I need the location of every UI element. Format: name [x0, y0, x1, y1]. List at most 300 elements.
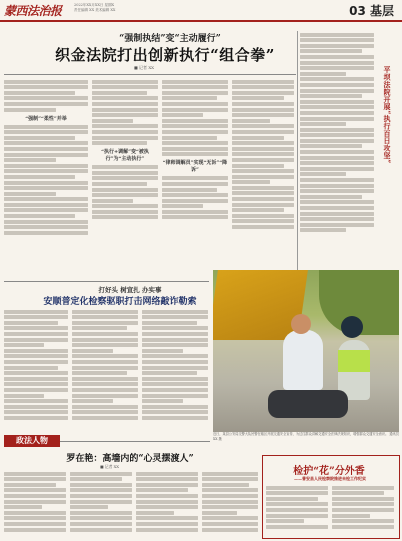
- story2-headline: 安顺普定化检察驱职打击网络敲诈勒索: [43, 297, 197, 307]
- text-line: [142, 321, 197, 325]
- text-line: [300, 55, 374, 59]
- lead-column-4: [232, 78, 294, 268]
- text-line: [232, 225, 294, 229]
- text-line: [142, 388, 208, 392]
- text-line: [202, 472, 258, 476]
- text-line: [142, 399, 183, 403]
- text-line: [162, 210, 228, 214]
- text-line: [72, 388, 138, 392]
- text-line: [4, 169, 88, 173]
- text-line: [162, 147, 228, 151]
- text-line: [300, 83, 374, 87]
- boxed-story-headline: 检护“花”分外香: [293, 466, 365, 477]
- text-line: [202, 511, 237, 515]
- text-line: [4, 203, 88, 207]
- text-line: [4, 371, 68, 375]
- text-line: [70, 516, 132, 520]
- text-line: [70, 472, 132, 476]
- text-line: [4, 102, 88, 106]
- text-line: [70, 511, 132, 515]
- newspaper-logo: 蒙西法治报: [4, 4, 62, 18]
- text-line: [4, 528, 66, 532]
- text-line: [136, 522, 198, 526]
- text-line: [4, 225, 88, 229]
- text-line: [136, 483, 198, 487]
- text-line: [232, 80, 294, 84]
- text-line: [136, 516, 198, 520]
- text-line: [266, 519, 304, 523]
- text-line: [300, 94, 362, 98]
- text-line: [4, 500, 66, 504]
- text-line: [4, 175, 75, 179]
- text-line: [92, 171, 158, 175]
- text-line: [162, 152, 228, 156]
- text-line: [332, 514, 370, 518]
- text-line: [92, 188, 158, 192]
- issue-date: 2022年XX月XX日 星期X: [74, 3, 114, 7]
- text-line: [142, 416, 208, 420]
- story3-column-2: [70, 470, 132, 538]
- text-line: [142, 310, 208, 314]
- masthead: [0, 0, 402, 22]
- text-line: [232, 152, 294, 156]
- text-line: [72, 332, 138, 336]
- text-line: [4, 214, 75, 218]
- text-line: [232, 197, 294, 201]
- text-line: [92, 182, 147, 186]
- story2-column-1: [4, 308, 68, 430]
- text-line: [300, 66, 374, 70]
- text-line: [136, 511, 174, 515]
- text-line: [70, 488, 132, 492]
- text-line: [332, 525, 394, 529]
- text-line: [4, 399, 68, 403]
- text-line: [4, 326, 68, 330]
- text-line: [300, 178, 374, 182]
- text-line: [162, 119, 228, 123]
- text-line: [92, 215, 158, 219]
- text-line: [92, 210, 158, 214]
- page-number: [349, 2, 394, 19]
- text-line: [162, 193, 228, 197]
- text-line: [300, 189, 374, 193]
- text-line: [232, 203, 294, 207]
- text-line: [142, 360, 208, 364]
- text-line: [72, 315, 138, 319]
- lead-subhead: “强制”“柔性”并举: [25, 115, 67, 122]
- text-line: [142, 315, 208, 319]
- text-line: [142, 377, 208, 381]
- text-line: [162, 130, 228, 134]
- text-line: [232, 119, 270, 123]
- text-line: [162, 124, 228, 128]
- text-line: [232, 102, 294, 106]
- text-line: [92, 108, 158, 112]
- text-line: [70, 477, 122, 481]
- lead-subhead: “律师调解员”实现“无诉”“降诉”: [162, 160, 228, 174]
- text-line: [300, 167, 374, 171]
- text-line: [162, 91, 228, 95]
- text-line: [232, 158, 294, 162]
- text-line: [4, 416, 68, 420]
- text-line: [232, 96, 284, 100]
- story2-column-2: [72, 308, 138, 430]
- lead-headline: 织金法院打出创新执行“组合拳”: [55, 46, 275, 64]
- text-line: [92, 80, 158, 84]
- text-line: [266, 491, 328, 495]
- text-line: [4, 164, 88, 168]
- text-line: [300, 128, 374, 132]
- text-line: [92, 130, 158, 134]
- lead-kicker: “强制执结”变“主动履行”: [119, 34, 221, 44]
- text-line: [232, 141, 294, 145]
- story3-column-4: [202, 470, 258, 538]
- text-line: [202, 516, 258, 520]
- text-line: [300, 38, 374, 42]
- section-rule: [60, 441, 210, 442]
- text-line: [70, 500, 132, 504]
- boxed-story-subhead: ——普安县人民检察院推进未检工作纪实: [294, 476, 366, 481]
- text-line: [4, 141, 88, 145]
- text-line: [4, 505, 42, 509]
- boxed-story-column-1: [266, 484, 328, 534]
- section-tag: 政法人物: [4, 435, 60, 447]
- text-line: [300, 200, 374, 204]
- text-line: [202, 528, 258, 532]
- text-line: [232, 186, 294, 190]
- text-line: [72, 399, 113, 403]
- text-line: [72, 371, 127, 375]
- column-divider: [297, 31, 298, 281]
- text-line: [4, 360, 68, 364]
- text-line: [232, 113, 294, 117]
- text-line: [70, 505, 108, 509]
- text-line: [332, 508, 394, 512]
- text-line: [300, 105, 374, 109]
- text-line: [4, 343, 44, 347]
- text-line: [232, 136, 284, 140]
- text-line: [266, 486, 328, 490]
- text-line: [142, 410, 208, 414]
- text-line: [4, 231, 88, 235]
- text-line: [232, 147, 294, 151]
- text-line: [70, 494, 132, 498]
- text-line: [4, 310, 68, 314]
- text-line: [300, 72, 346, 76]
- text-line: [142, 343, 208, 347]
- text-line: [4, 377, 68, 381]
- text-line: [332, 519, 394, 523]
- text-line: [162, 108, 228, 112]
- text-line: [4, 91, 75, 95]
- text-line: [4, 197, 88, 201]
- text-line: [300, 217, 374, 221]
- text-line: [232, 180, 270, 184]
- text-line: [300, 111, 374, 115]
- photo-rider-head: [291, 314, 311, 334]
- lead-subhead: “执行+调解”变“被执行”为“主动执行”: [101, 149, 149, 163]
- story2-column-3: [142, 308, 208, 430]
- text-line: [300, 49, 362, 53]
- text-line: [4, 477, 66, 481]
- text-line: [202, 488, 258, 492]
- text-line: [4, 181, 88, 185]
- text-line: [232, 85, 294, 89]
- text-line: [300, 100, 374, 104]
- text-line: [92, 193, 158, 197]
- text-line: [232, 214, 294, 218]
- text-line: [232, 169, 294, 173]
- text-line: [92, 124, 158, 128]
- text-line: [92, 199, 133, 203]
- side-story-body: [300, 31, 374, 281]
- text-line: [136, 472, 198, 476]
- text-line: [266, 497, 318, 501]
- text-line: [300, 89, 374, 93]
- text-line: [232, 124, 294, 128]
- text-line: [92, 119, 133, 123]
- text-line: [300, 206, 374, 210]
- text-line: [300, 61, 374, 65]
- text-line: [202, 477, 258, 481]
- text-line: [300, 133, 374, 137]
- text-line: [72, 366, 138, 370]
- text-line: [92, 204, 158, 208]
- text-line: [162, 188, 217, 192]
- text-line: [232, 130, 294, 134]
- photo-officer-cap: [341, 316, 363, 338]
- text-line: [300, 228, 346, 232]
- text-line: [72, 405, 138, 409]
- text-line: [142, 338, 208, 342]
- text-line: [332, 491, 384, 495]
- text-line: [136, 528, 198, 532]
- text-line: [4, 511, 66, 515]
- text-line: [300, 195, 362, 199]
- photo-officer-vest: [338, 350, 370, 372]
- story2-rule: [4, 281, 209, 282]
- text-line: [162, 136, 217, 140]
- text-line: [4, 186, 88, 190]
- text-line: [4, 220, 88, 224]
- text-line: [4, 85, 88, 89]
- text-line: [4, 388, 68, 392]
- text-line: [72, 410, 138, 414]
- text-line: [4, 130, 88, 134]
- text-line: [92, 141, 147, 145]
- text-line: [4, 80, 88, 84]
- section-name: 基层: [369, 4, 394, 18]
- text-line: [232, 91, 294, 95]
- text-line: [300, 161, 374, 165]
- text-line: [300, 122, 346, 126]
- text-line: [136, 488, 188, 492]
- text-line: [162, 176, 228, 180]
- text-line: [4, 136, 75, 140]
- text-line: [4, 321, 58, 325]
- text-line: [4, 472, 66, 476]
- text-line: [4, 208, 88, 212]
- story2-kicker: 打好头 树宣扎 办实事: [98, 286, 162, 294]
- text-line: [162, 204, 203, 208]
- text-line: [72, 349, 113, 353]
- text-line: [136, 500, 198, 504]
- text-line: [4, 125, 88, 129]
- text-line: [92, 165, 158, 169]
- boxed-story-column-2: [332, 484, 394, 534]
- text-line: [4, 382, 68, 386]
- text-line: [4, 366, 58, 370]
- lead-column-2: [92, 78, 158, 268]
- text-line: [4, 488, 66, 492]
- text-line: [142, 371, 197, 375]
- text-line: [92, 102, 158, 106]
- photo-caption: 近日，某县公安局交警大队民警在辖区开展交通安全宣传，为过往群众讲解交通安全法律法规知识，增强群众交通安全意识。 通讯员 XX 摄: [213, 432, 399, 441]
- text-line: [142, 332, 208, 336]
- text-line: [300, 44, 374, 48]
- text-line: [92, 91, 147, 95]
- text-line: [162, 80, 228, 84]
- text-line: [300, 33, 374, 37]
- text-line: [4, 315, 68, 319]
- text-line: [136, 477, 198, 481]
- text-line: [72, 354, 138, 358]
- photo-motorbike: [268, 390, 348, 418]
- story3-column-3: [136, 470, 198, 538]
- text-line: [266, 508, 328, 512]
- text-line: [300, 172, 346, 176]
- issue-editors: 责任编辑 XX 美术编辑 XX: [74, 7, 116, 12]
- text-line: [4, 516, 66, 520]
- text-line: [300, 117, 374, 121]
- text-line: [4, 147, 88, 151]
- page-number-value: 03: [349, 4, 366, 18]
- text-line: [300, 212, 374, 216]
- text-line: [232, 108, 294, 112]
- text-line: [266, 525, 328, 529]
- text-line: [4, 494, 66, 498]
- text-line: [162, 215, 228, 219]
- lead-byline: ■ 记者 XX: [134, 65, 155, 70]
- photo-rider: [283, 330, 323, 390]
- text-line: [300, 77, 374, 81]
- text-line: [4, 405, 68, 409]
- story3-headline: 罗在艳：高墙内的“心灵摆渡人”: [66, 454, 194, 464]
- text-line: [72, 382, 138, 386]
- lead-column-1: [4, 78, 88, 268]
- text-line: [202, 500, 258, 504]
- text-line: [92, 136, 158, 140]
- text-line: [72, 416, 138, 420]
- issue-meta: [74, 3, 115, 12]
- text-line: [202, 522, 258, 526]
- text-line: [92, 176, 158, 180]
- text-line: [162, 102, 228, 106]
- text-line: [300, 223, 374, 227]
- text-line: [142, 394, 208, 398]
- text-line: [232, 219, 294, 223]
- text-line: [4, 108, 56, 112]
- text-line: [72, 310, 138, 314]
- text-line: [72, 326, 127, 330]
- text-line: [4, 483, 56, 487]
- side-story-headline: 平坝法院开展“执行百日攻坚”: [383, 66, 392, 164]
- text-line: [202, 505, 258, 509]
- text-line: [92, 96, 158, 100]
- text-line: [162, 199, 228, 203]
- text-line: [300, 156, 374, 160]
- text-line: [4, 158, 56, 162]
- text-line: [4, 96, 88, 100]
- text-line: [300, 139, 374, 143]
- text-line: [300, 150, 374, 154]
- text-line: [4, 410, 68, 414]
- text-line: [332, 502, 394, 506]
- text-line: [4, 354, 68, 358]
- text-line: [72, 377, 138, 381]
- text-line: [142, 326, 208, 330]
- text-line: [70, 522, 132, 526]
- text-line: [232, 164, 284, 168]
- lead-column-3: [162, 78, 228, 268]
- text-line: [142, 405, 208, 409]
- text-line: [4, 332, 68, 336]
- text-line: [4, 192, 56, 196]
- text-line: [202, 494, 258, 498]
- text-line: [136, 505, 198, 509]
- text-line: [266, 502, 328, 506]
- text-line: [232, 175, 294, 179]
- lead-rule: [4, 74, 296, 75]
- text-line: [4, 338, 68, 342]
- text-line: [162, 182, 228, 186]
- text-line: [202, 483, 249, 487]
- text-line: [142, 354, 208, 358]
- text-line: [136, 494, 198, 498]
- text-line: [72, 338, 138, 342]
- news-photo: [213, 270, 399, 432]
- text-line: [232, 191, 294, 195]
- text-line: [332, 497, 394, 501]
- text-line: [4, 522, 66, 526]
- text-line: [162, 85, 228, 89]
- text-line: [70, 528, 132, 532]
- text-line: [92, 85, 158, 89]
- text-line: [70, 483, 132, 487]
- text-line: [266, 514, 328, 518]
- text-line: [72, 394, 138, 398]
- story3-byline: ■ 记者 XX: [100, 464, 120, 469]
- text-line: [4, 153, 88, 157]
- text-line: [4, 349, 68, 353]
- text-line: [142, 366, 208, 370]
- text-line: [72, 343, 138, 347]
- text-line: [162, 96, 217, 100]
- text-line: [332, 486, 394, 490]
- text-line: [142, 349, 183, 353]
- text-line: [4, 394, 44, 398]
- text-line: [300, 144, 362, 148]
- text-line: [142, 382, 208, 386]
- text-line: [162, 113, 203, 117]
- text-line: [72, 321, 138, 325]
- text-line: [232, 208, 284, 212]
- text-line: [300, 184, 374, 188]
- text-line: [162, 141, 228, 145]
- text-line: [72, 360, 138, 364]
- text-line: [92, 113, 158, 117]
- story3-column-1: [4, 470, 66, 538]
